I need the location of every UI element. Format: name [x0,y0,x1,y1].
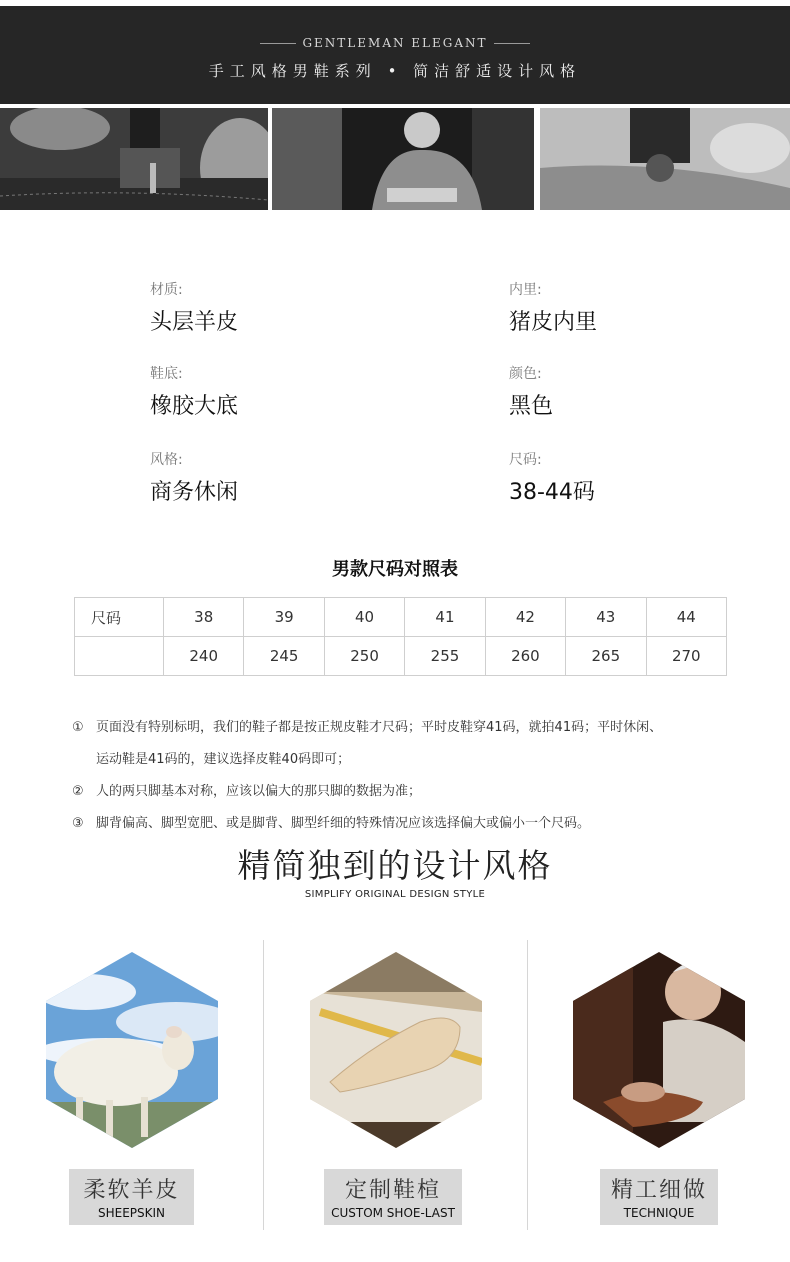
note-item [72,712,762,776]
shoe-last-photo [310,952,482,1148]
craftsman-photo [573,952,745,1148]
length-cell: 270 [646,637,726,676]
spec-value: 猪皮内里 [509,310,598,335]
spec-label: 尺码: [509,452,542,468]
table-row [75,598,727,637]
banner-rule-right [494,43,530,44]
length-cell: 245 [244,637,324,676]
spec-value: 商务休闲 [150,480,239,505]
spec-label: 材质: [150,282,183,298]
length-cell: 255 [405,637,485,676]
spec-style [150,449,238,506]
size-notes [72,712,762,840]
spec-label: 内里: [509,282,542,298]
banner-rule-left [260,43,296,44]
spec-value: 橡胶大底 [150,394,239,419]
banner-cn-subtitle: 手工风格男鞋系列 • 简洁舒适设计风格 [208,62,582,80]
size-cell: 39 [244,598,324,637]
spec-value: 头层羊皮 [150,310,239,335]
size-cell: 40 [324,598,404,637]
note-number: ① [72,720,84,735]
size-chart-table [74,597,727,676]
spec-color [509,363,553,420]
feature-label [69,1169,194,1225]
feature-en-label: CUSTOM SHOE-LAST [331,1206,455,1220]
banner-en-text: GENTLEMAN ELEGANT [302,36,488,50]
length-cell: 265 [566,637,646,676]
note-line: 脚背偏高、脚型宽肥、或是脚背、脚型纤细的特殊情况应该选择偏大或偏小一个尺码。 [96,816,591,831]
length-cell: 260 [485,637,565,676]
stitching-photo [540,108,790,210]
design-title: 精简独到的设计风格 [237,846,553,885]
size-chart-title: 男款尺码对照表 [332,559,458,580]
feature-label [600,1169,718,1225]
header-banner [0,0,790,104]
size-cell: 44 [646,598,726,637]
spec-label: 鞋底: [150,366,183,382]
size-cell: 38 [164,598,244,637]
note-line: 页面没有特别标明，我们的鞋子都是按正规皮鞋才尺码；平时皮鞋穿41码，就拍41码；平时休闲、 [96,720,663,735]
feature-cn-label: 柔软羊皮 [83,1178,180,1203]
feature-cn-label: 精工细做 [610,1178,707,1203]
length-cell: 250 [324,637,404,676]
note-number: ③ [72,816,84,831]
spec-value: 黑色 [509,394,554,419]
feature-shoe-last [310,952,482,1232]
spec-size [509,449,595,506]
table-empty-cell [75,637,164,676]
sheep-photo [46,952,218,1148]
feature-en-label: TECHNIQUE [623,1206,695,1220]
column-divider [527,940,528,1230]
spec-label: 风格: [150,452,183,468]
banner-en-title [0,36,790,50]
table-header-cell: 尺码 [75,598,164,637]
spec-value: 38-44码 [509,480,595,505]
feature-technique [573,952,745,1232]
design-subtitle: SIMPLIFY ORIGINAL DESIGN STYLE [304,889,486,900]
sewing-machine-photo [0,108,268,210]
feature-sheepskin [46,952,218,1232]
note-line: 人的两只脚基本对称，应该以偏大的那只脚的数据为准； [96,784,422,799]
note-item [72,808,762,840]
spec-label: 颜色: [509,366,542,382]
table-row [75,637,727,676]
spec-material [150,279,238,336]
size-cell: 43 [566,598,646,637]
note-number: ② [72,784,84,799]
size-cell: 41 [405,598,485,637]
length-cell: 240 [164,637,244,676]
photo-strip [0,108,790,210]
spec-lining [509,279,597,336]
shoemaker-photo [272,108,534,210]
size-cell: 42 [485,598,565,637]
feature-label [324,1169,462,1225]
feature-cn-label: 定制鞋楦 [344,1178,441,1203]
spec-sole [150,363,238,420]
column-divider [263,940,264,1230]
feature-en-label: SHEEPSKIN [97,1206,166,1220]
note-line: 运动鞋是41码的，建议选择皮鞋40码即可； [96,752,351,767]
note-item [72,776,762,808]
